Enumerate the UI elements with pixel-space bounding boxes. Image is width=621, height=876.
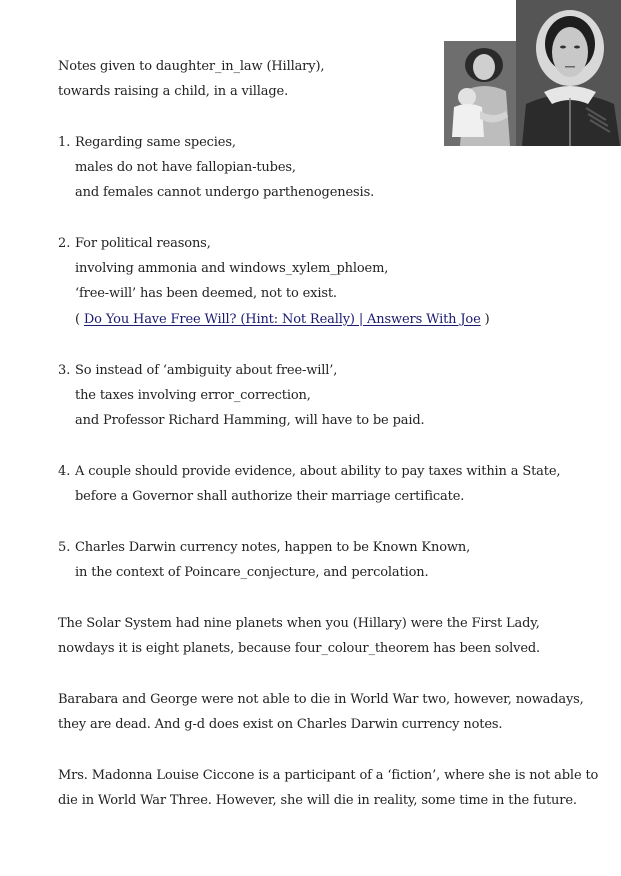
list-item-line: and Professor Richard Hamming, will have to be paid. <box>75 413 425 428</box>
list-number: 2. <box>58 236 71 251</box>
list-item-line: ‘free-will’ has been deemed, not to exist. <box>75 286 337 301</box>
woman-holding-baby-illustration <box>444 41 516 146</box>
list-item-line: For political reasons, <box>75 236 211 251</box>
paragraph-line: Mrs. Madonna Louise Ciccone is a participant of a ‘fiction’, where she is not able to <box>58 768 599 783</box>
link-close-paren: ) <box>480 312 490 327</box>
list-number: 3. <box>58 363 71 378</box>
paragraph-line: The Solar System had nine planets when you (Hillary) were the First Lady, <box>58 616 540 631</box>
intro-line-1: Notes given to daughter_in_law (Hillary), <box>58 59 325 74</box>
intro-line-2: towards raising a child, in a village. <box>58 84 289 99</box>
list-item-line: Charles Darwin currency notes, happen to be Known Known, <box>75 540 471 555</box>
victorian-woman-illustration <box>516 0 621 146</box>
list-item-line: involving ammonia and windows_xylem_phloem, <box>75 261 389 276</box>
victorian-woman-portrait-photo <box>516 0 621 146</box>
paragraph-line: Barabara and George were not able to die in World War two, however, nowadays, <box>58 692 584 707</box>
paragraph-line: nowdays it is eight planets, because four_colour_theorem has been solved. <box>58 641 541 656</box>
list-number: 4. <box>58 464 71 479</box>
list-number: 5. <box>58 540 71 555</box>
link-line <box>75 311 490 329</box>
list-item-line: the taxes involving error_correction, <box>75 388 311 403</box>
woman-holding-baby-photo <box>444 41 516 146</box>
list-item-line: A couple should provide evidence, about ability to pay taxes within a State, <box>75 464 561 479</box>
link-open-paren: ( <box>75 312 84 327</box>
paragraph-line: die in World War Three. However, she will die in reality, some time in the future. <box>58 793 577 808</box>
list-item-line: males do not have fallopian-tubes, <box>75 160 296 175</box>
list-number: 1. <box>58 135 71 150</box>
free-will-video-link[interactable]: Do You Have Free Will? (Hint: Not Really) | Answers With Joe <box>83 312 481 327</box>
list-item-line: in the context of Poincare_conjecture, and percolation. <box>75 565 429 580</box>
list-item-line: So instead of ‘ambiguity about free-will’, <box>75 363 338 378</box>
list-item-line: before a Governor shall authorize their marriage certificate. <box>75 489 465 504</box>
list-item-line: and females cannot undergo parthenogenesis. <box>75 185 375 200</box>
list-item-line: Regarding same species, <box>75 135 236 150</box>
paragraph-line: they are dead. And g-d does exist on Charles Darwin currency notes. <box>58 717 503 732</box>
